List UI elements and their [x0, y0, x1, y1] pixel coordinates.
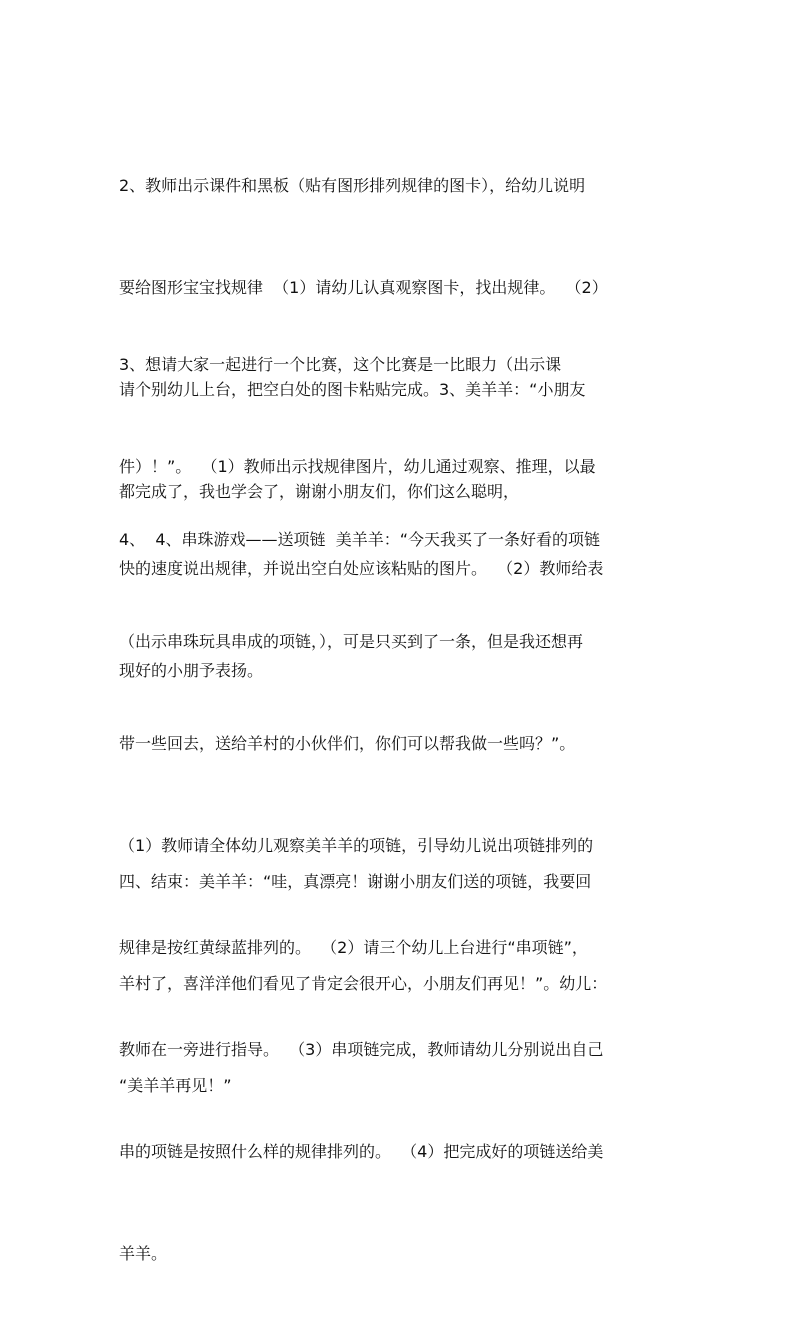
text-line: 快的速度说出规律，并说出空白处应该粘贴的图片。 （2）教师给表: [119, 559, 604, 578]
text-line: 都完成了，我也学会了，谢谢小朋友们，你们这么聪明，: [119, 482, 520, 501]
text-line: 3、想请大家一起进行一个比赛，这个比赛是一比眼力（出示课: [119, 355, 562, 374]
paragraph-conclusion: [119, 797, 684, 1171]
text-line: “美羊羊再见！”: [119, 1076, 232, 1095]
text-line: 4、 4、串珠游戏——送项链 美羊羊：“今天我买了一条好看的项链: [119, 530, 600, 549]
text-line: 请个别幼儿上台，把空白处的图卡粘贴完成。3、美羊羊：“小朋友: [119, 380, 586, 399]
text-line: 四、结束：美羊羊：“哇，真漂亮！谢谢小朋友们送的项链，我要回: [119, 872, 592, 891]
text-line: 现好的小朋予表扬。: [119, 661, 264, 680]
text-line: 规律是按红黄绿蓝排列的。 （2）请三个幼儿上台进行“串项链”，: [119, 938, 588, 957]
text-line: 2、教师出示课件和黑板（贴有图形排列规律的图卡），给幼儿说明: [119, 176, 586, 195]
text-line: （1）教师请全体幼儿观察美羊羊的项链，引导幼儿说出项链排列的: [119, 836, 594, 855]
text-line: 教师在一旁进行指导。 （3）串项链完成，教师请幼儿分别说出自己: [119, 1040, 604, 1059]
text-line: （出示串珠玩具串成的项链，），可是只买到了一条，但是我还想再: [119, 632, 584, 651]
text-line: 件）！”。 （1）教师出示找规律图片，幼儿通过观察、推理，以最: [119, 457, 596, 476]
text-line: 带一些回去，送给羊村的小伙伴们，你们可以帮我做一些吗？”。: [119, 734, 576, 753]
text-line: 串的项链是按照什么样的规律排列的。 （4）把完成好的项链送给美: [119, 1142, 604, 1161]
text-line: 要给图形宝宝找规律 （1）请幼儿认真观察图卡，找出规律。 （2）: [119, 278, 608, 297]
text-line: 羊村了，喜洋洋他们看见了肯定会很开心，小朋友们再见！”。幼儿：: [119, 974, 608, 993]
text-line: 羊羊。: [119, 1244, 168, 1263]
